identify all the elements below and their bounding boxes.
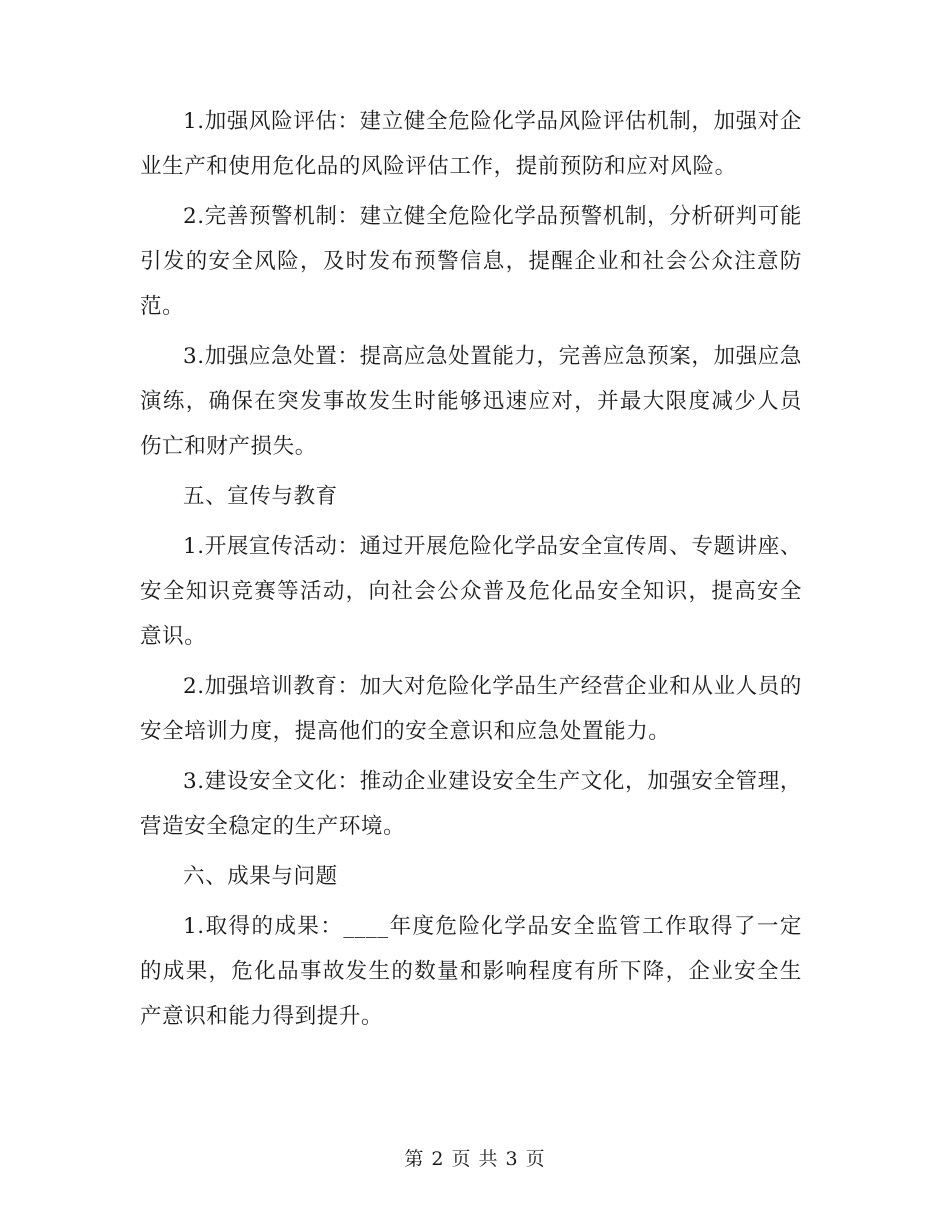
paragraph-early-warning: 2.完善预警机制：建立健全危险化学品预警机制，分析研判可能引发的安全风险，及时发布预警信息，提醒企业和社会公众注意防范。 <box>140 204 802 319</box>
paragraph-emergency-response: 3.加强应急处置：提高应急处置能力，完善应急预案，加强应急演练，确保在突发事故发生时能够迅速应对，并最大限度减少人员伤亡和财产损失。 <box>140 344 802 459</box>
document-body <box>140 99 802 1044</box>
paragraph-achievements: 1.取得的成果：____年度危险化学品安全监管工作取得了一定的成果，危化品事故发生的数量和影响程度有所下降，企业安全生产意识和能力得到提升。 <box>140 914 802 1029</box>
paragraph-risk-assessment: 1.加强风险评估：建立健全危险化学品风险评估机制，加强对企业生产和使用危化品的风险评估工作，提前预防和应对风险。 <box>140 109 802 179</box>
paragraph-safety-culture: 3.建设安全文化：推动企业建设安全生产文化，加强安全管理，营造安全稳定的生产环境。 <box>140 769 802 839</box>
paragraph-publicity-activities: 1.开展宣传活动：通过开展危险化学品安全宣传周、专题讲座、安全知识竞赛等活动，向社会公众普及危化品安全知识，提高安全意识。 <box>140 534 802 649</box>
section-heading-results-issues: 六、成果与问题 <box>183 864 338 889</box>
paragraph-training-education: 2.加强培训教育：加大对危险化学品生产经营企业和从业人员的安全培训力度，提高他们的安全意识和应急处置能力。 <box>140 674 802 744</box>
page-number-footer: 第 2 页 共 3 页 <box>404 1148 546 1170</box>
section-heading-publicity-education: 五、宣传与教育 <box>183 484 338 509</box>
